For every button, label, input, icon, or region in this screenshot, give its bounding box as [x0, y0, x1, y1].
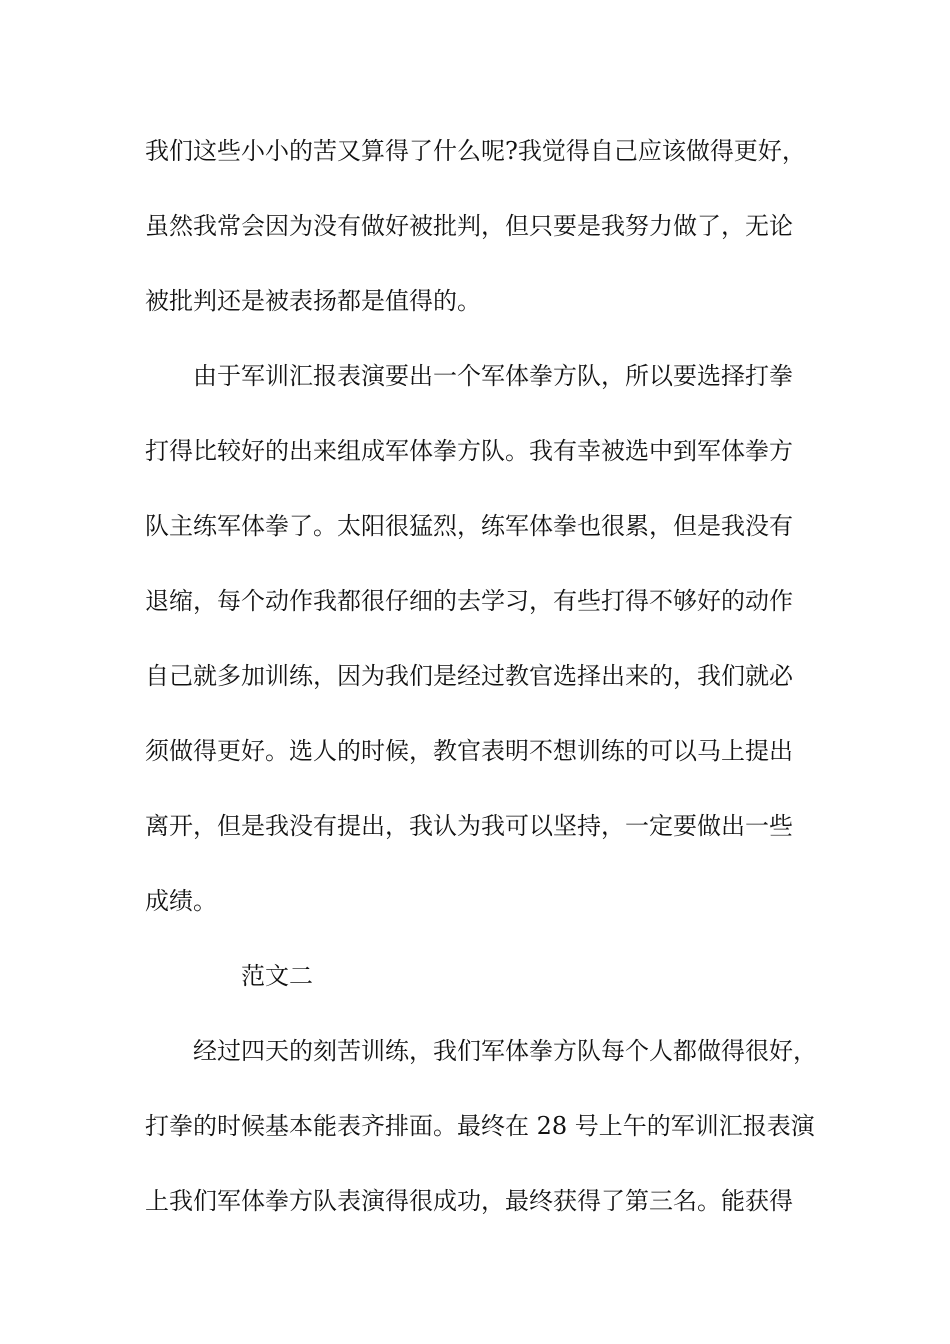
text-line: 退缩，每个动作我都很仔细的去学习，有些打得不够好的动作	[145, 587, 793, 615]
text-line: 离开，但是我没有提出，我认为我可以坚持，一定要做出一些	[145, 812, 793, 840]
text-line: 成绩。	[145, 887, 217, 915]
text-line: 虽然我常会因为没有做好被批判，但只要是我努力做了，无论	[145, 212, 793, 240]
text-line: 自己就多加训练，因为我们是经过教官选择出来的，我们就必	[145, 662, 793, 690]
text-line: 上我们军体拳方队表演得很成功，最终获得了第三名。能获得	[145, 1187, 793, 1215]
text-line: 我们这些小小的苦又算得了什么呢?我觉得自己应该做得更好，	[145, 137, 806, 165]
text-line: 须做得更好。选人的时候，教官表明不想训练的可以马上提出	[145, 737, 793, 765]
text-line: 打拳的时候基本能表齐排面。最终在 28 号上午的军训汇报表演	[145, 1112, 815, 1140]
paragraph-first-line: 经过四天的刻苦训练，我们军体拳方队每个人都做得很好，	[193, 1037, 817, 1065]
text-line: 队主练军体拳了。太阳很猛烈，练军体拳也很累，但是我没有	[145, 512, 793, 540]
text-line: 打得比较好的出来组成军体拳方队。我有幸被选中到军体拳方	[145, 437, 793, 465]
text-line: 被批判还是被表扬都是值得的。	[145, 287, 481, 315]
section-heading: 范文二	[241, 962, 313, 990]
paragraph-first-line: 由于军训汇报表演要出一个军体拳方队，所以要选择打拳	[193, 362, 793, 390]
